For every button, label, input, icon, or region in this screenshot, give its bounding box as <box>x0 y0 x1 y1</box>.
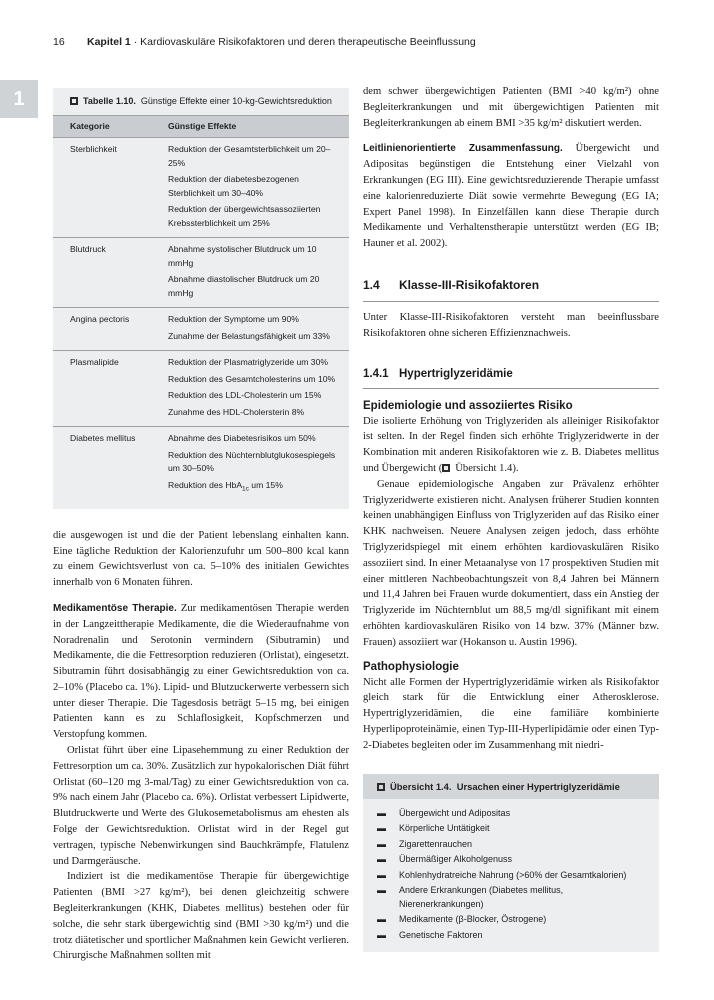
section-intro <box>363 310 659 342</box>
table-cell-category: Plasmalipide <box>70 357 119 367</box>
paragraph: Indiziert ist die medikamentöse Therapie für übergewichtige Patienten (BMI >27 kg/m²), bei denen gleichzeitig schwere Begleiterkrankungen (KHK, Diabetes mellitus) bestehen oder für solche, die sehr stark übergewichtig sind (BMI >30 kg/m²) und die trotz diätetischer und sportlicher Maßnahmen kein Gewicht verlieren. Chirurgische Maßnahmen sollten mit <box>53 871 349 962</box>
paragraph: dem schwer übergewichtigen Patienten (BMI >40 kg/m²) ohne Begleiterkrankungen und mit übergewichtigen Patienten mit Begleiterkrankungen ab einem BMI >35 kg/m² diskutiert werden. <box>363 86 659 129</box>
effect-item: Abnahme des Diabetesrisikos um 50% <box>168 433 316 443</box>
effects-table <box>53 88 349 509</box>
table-cell-effects <box>168 243 349 303</box>
right-column <box>363 84 659 952</box>
effect-item: Reduktion der Plasmatriglyzeride um 30% <box>168 357 329 367</box>
table-marker-icon <box>70 97 78 105</box>
bullet-dash-icon: ▬ <box>377 885 386 895</box>
section-number: 1.4.1 <box>363 367 389 380</box>
section-title: Hypertriglyzeridämie <box>399 367 513 380</box>
paragraph-text: ). <box>512 462 519 474</box>
list-item-text: Zigarettenrauchen <box>399 838 473 849</box>
bullet-dash-icon: ▬ <box>377 854 386 864</box>
effect-item: Reduktion des Nüchternblutglukosespiegels um 30–50% <box>168 449 336 473</box>
bullet-dash-icon: ▬ <box>377 914 386 924</box>
epidemiology-text <box>363 414 659 651</box>
section-title: Klasse-III-Risikofaktoren <box>399 277 540 292</box>
list-item-text: Andere Erkrankungen (Diabetes mellitus, Nierenerkrankungen) <box>399 885 564 909</box>
paragraph-text: Zur medikamentösen Therapie werden in der Langzeittherapie Medikamente, die die Wiederaufnahme von Noradrenalin und Serotonin vermindern (Sibutramin) und Medikamente, die die Fettresorption reduzieren (Orlistat), eingesetzt. Sibutramin führt dosisabhängig zu einer Gewichtsreduktion von ca. 2–10% (Placebo ca. 1%). Lipid- und Blutzuckerwerte verbessern sich unter dieser Therapie. Die Tagesdosis beträgt 5–15 mg, bei einigen Patienten kann es zu Schlaflosigkeit, Kopfschmerzen und Verstopfung kommen. <box>53 602 349 741</box>
chapter-side-tab: 1 <box>0 80 38 118</box>
effect-item: Abnahme diastolischer Blutdruck um 20 mmHg <box>168 274 320 298</box>
list-item <box>377 929 649 943</box>
paragraph: die ausgewogen ist und die der Patient lebenslang einhalten kann. Eine tägliche Reduktion der Kalorienzufuhr um 500–800 kcal kann zu einem Gewichtsverlust von ca. 5–10% des initialen Gewichtes innerhalb von 6 Monaten führen. <box>53 529 349 589</box>
overview-label: Übersicht 1.4. <box>390 780 452 792</box>
paragraph: Orlistat führt über eine Lipasehemmung zu einer Reduktion der Fettresorption um ca. 30%. Zusätzlich zur hypokalorischen Diät führt Orlistat (60–120 mg 3-mal/Tag) zu einer Gewichtsreduktion von ca. 9% nach einem Jahr (Placebo ca. 6%). Orlistat verbessert Lipidwerte, Blutdruckwerte und Werte des Glukosemetabolismus am ehesten als Folge der Gewichtsreduktion. Orlistat wird in der Regel gut vertragen, typische Nebenwirkungen sind Bauchkrämpfe, Flatulenz und Darmgeräusche. <box>53 745 349 867</box>
effect-item: Zunahme des HDL-Cholersterin 8% <box>168 406 305 417</box>
effect-item: Reduktion des HbA$_{1c}$ um 15% <box>168 479 283 493</box>
page-number: 16 <box>53 36 65 48</box>
paragraph <box>363 414 659 477</box>
paragraph: Unter Klasse-III-Risikofaktoren versteht man beeinflussbare Risikofaktoren ohne sicheren Effizienznachweis. <box>363 311 659 339</box>
table-cell-category: Sterblichkeit <box>70 144 117 154</box>
chapter-title: · Kardiovaskuläre Risikofaktoren und deren therapeutische Beeinflussung <box>133 36 476 48</box>
bullet-dash-icon: ▬ <box>377 929 386 940</box>
list-item-text: Kohlenhydratreiche Nahrung (>60% der Gesamtkalorien) <box>399 869 627 880</box>
overview-title-text: Ursachen einer Hypertriglyzeridämie <box>456 780 620 792</box>
list-item <box>377 822 649 836</box>
table-cell-category: Diabetes mellitus <box>70 433 136 443</box>
overview-box <box>363 774 659 953</box>
table-header-category: Kategorie <box>70 121 110 131</box>
paragraph <box>363 141 659 252</box>
table-row <box>53 351 349 427</box>
subheading-pathophysiology: Pathophysiologie <box>363 660 459 673</box>
paragraph: Genaue epidemiologische Angaben zur Prävalenz erhöhter Triglyzeridwerte existieren nicht. Analysen früherer Studien konnten keinen unabhängigen Einfluss von Triglyzeriden auf das Risiko einer KHK nachweisen. Neuere Analysen zeigen jedoch, dass erhöhte Triglyzeridspiegel mit einem erhöhten kardiovaskulären Risiko assoziiert sind. In einer Metaanalyse von 17 prospektiven Studien mit einer mittleren Nachbeobachtungszeit von 8,4 Jahren bei Männern und 11,4 Jahren bei Frauen wurde dokumentiert, dass ein Anstieg der Triglyzeride im Nüchternblut um 88,5 mg/dl signifikant mit einem erhöhten kardiovaskulären Risiko von 14 bzw. 37% (Männer bzw. Frauen) assoziiert war (Hokanson u. Austin 1996). <box>363 478 659 648</box>
paragraph-text: Übergewicht und Adipositas begünstigen die Entstehung einer Vielzahl von Erkrankungen (EG III). Eine gewichtsreduzierende Therapie umfasst eine kalorienreduzierte Diät sowie vermehrte Bewegung (EG IA; Expert Panel 1998). In Einzelfällen kann diese Therapie durch Medikamente und Verhaltenstherapie unterstützt werden (EG IB; Hauner et al. 2002). <box>363 143 659 250</box>
list-item-text: Körperliche Untätigkeit <box>399 823 490 833</box>
list-item <box>377 807 649 821</box>
overview-reference: Übersicht 1.4 <box>455 462 513 474</box>
table-label: Tabelle 1.10. <box>83 96 136 106</box>
overview-marker-icon <box>442 464 450 472</box>
list-item <box>377 838 649 852</box>
table-header-effects: Günstige Effekte <box>168 121 237 131</box>
overview-list <box>363 799 659 943</box>
table-body <box>53 138 349 503</box>
table-cell-category: Angina pectoris <box>70 314 130 324</box>
effect-item: Reduktion des Gesamtcholesterins um 10% <box>168 373 336 384</box>
list-item-text: Medikamente (β-Blocker, Östrogene) <box>399 914 547 924</box>
table-cell-effects <box>168 432 349 499</box>
effect-item: Reduktion der diabetesbezogenen Sterblichkeit um 30–40% <box>168 174 299 198</box>
effect-item: Abnahme systolischer Blutdruck um 10 mmHg <box>168 244 317 268</box>
right-body-text <box>363 84 659 252</box>
overview-title <box>363 774 659 799</box>
overview-marker-icon <box>377 783 385 791</box>
left-column <box>53 88 349 964</box>
table-row <box>53 138 349 238</box>
list-item <box>377 869 649 883</box>
table-row <box>53 308 349 351</box>
bullet-dash-icon: ▬ <box>377 838 386 849</box>
paragraph <box>53 601 349 743</box>
table-header-row <box>53 115 349 138</box>
bullet-dash-icon: ▬ <box>377 869 386 880</box>
list-item <box>377 853 649 867</box>
section-heading-1-4-1 <box>363 368 659 380</box>
table-cell-effects <box>168 143 349 233</box>
table-cell-effects <box>168 313 349 346</box>
effect-item: Reduktion der Symptome um 90% <box>168 314 299 324</box>
run-in-heading: Leitlinienorientierte Zusammenfassung. <box>363 143 563 155</box>
page-header <box>53 36 674 48</box>
left-body-text <box>53 528 349 965</box>
list-item-text: Genetische Faktoren <box>399 929 483 940</box>
paragraph-text: Die isolierte Erhöhung von Triglyzeriden als alleiniger Risikofaktor ist selten. In der Regel finden sich erhöhte Triglyzeridwerte in der Kombination mit anderen Risikofaktoren wie z. B. Diabetes mellitus und Übergewicht ( <box>363 415 659 474</box>
effect-item: Reduktion der Gesamtsterblichkeit um 20–25% <box>168 144 331 168</box>
list-item-text: Übergewicht und Adipositas <box>399 807 511 818</box>
subheading-epidemiology: Epidemiologie und assoziiertes Risiko <box>363 399 573 412</box>
section-heading-1-4 <box>363 278 659 292</box>
table-row <box>53 427 349 503</box>
list-item <box>377 913 649 927</box>
pathophysiology-text <box>363 675 659 754</box>
table-cell-effects <box>168 356 349 422</box>
table-cell-category: Blutdruck <box>70 244 106 254</box>
table-row <box>53 238 349 308</box>
list-item-text: Übermäßiger Alkoholgenuss <box>399 854 513 864</box>
table-caption-text: Günstige Effekte einer 10-kg-Gewichtsreduktion <box>140 96 332 106</box>
bullet-dash-icon: ▬ <box>377 823 386 833</box>
effect-item: Zunahme der Belastungsfähigkeit um 33% <box>168 330 330 341</box>
effect-item: Reduktion der übergewichtsassoziierten Krebssterblichkeit um 25% <box>168 204 321 228</box>
chapter-label: Kapitel 1 <box>87 36 131 48</box>
section-number: 1.4 <box>363 277 380 292</box>
list-item <box>377 884 649 911</box>
table-caption <box>53 88 349 115</box>
paragraph: Nicht alle Formen der Hypertriglyzeridämie wirken als Risikofaktor gleich stark für die Entwicklung einer Atherosklerose. Hypertriglyzeridämien, die eine familiäre kombinierte Hyperlipoproteinämie, einen Typ-III-Hyperlipidämie oder einen Typ-2-Diabetes begleiten oder im Zusammenhang mit niedri- <box>363 676 659 751</box>
run-in-heading: Medikamentöse Therapie. <box>53 602 177 614</box>
bullet-dash-icon: ▬ <box>377 807 386 818</box>
effect-item: Reduktion des LDL-Cholesterin um 15% <box>168 390 322 400</box>
